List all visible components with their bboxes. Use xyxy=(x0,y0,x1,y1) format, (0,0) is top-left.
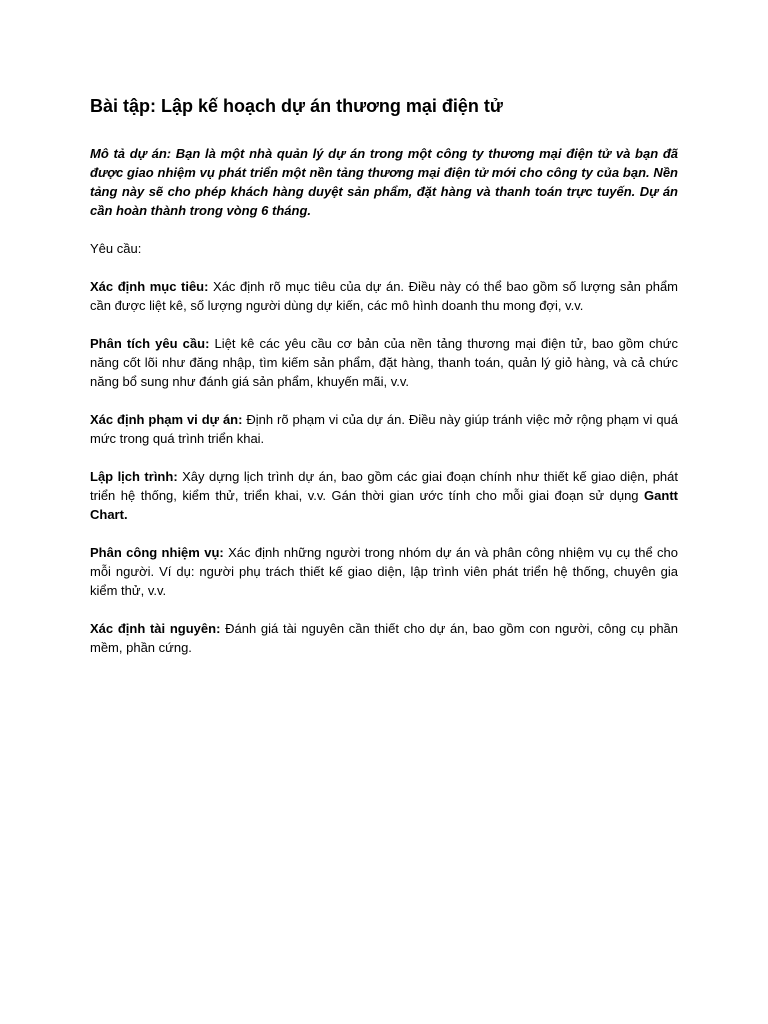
section-label: Xác định phạm vi dự án: xyxy=(90,412,243,427)
document-title: Bài tập: Lập kế hoạch dự án thương mại điện tử xyxy=(90,96,503,116)
section-label: Xác định tài nguyên: xyxy=(90,621,221,636)
requirements-heading: Yêu cầu: xyxy=(90,241,142,256)
section-task-assignment xyxy=(90,543,678,600)
section-scope xyxy=(90,410,678,448)
section-label: Xác định mục tiêu: xyxy=(90,279,209,294)
section-resources xyxy=(90,619,678,657)
section-text: Liệt kê các yêu cầu cơ bản của nền tảng thương mại điện tử, bao gồm chức năng cốt lõi như đăng nhập, tìm kiếm sản phẩm, đặt hàng, thanh toán, quản lý giỏ hàng, và cả chức năng bổ sung như đánh giá sản phẩm, khuyến mãi, v.v. xyxy=(90,336,678,389)
section-schedule xyxy=(90,467,678,524)
description-text: Bạn là một nhà quản lý dự án trong một công ty thương mại điện tử và bạn đã được giao nhiệm vụ phát triển một nền tảng thương mại điện tử mới cho công ty của bạn. Nền tảng này sẽ cho phép khách hàng duyệt sản phẩm, đặt hàng và thanh toán trực tuyến. Dự án cần hoàn thành trong vòng 6 tháng. xyxy=(90,146,679,218)
section-objectives xyxy=(90,277,678,315)
section-label: Phân tích yêu cầu: xyxy=(90,336,210,351)
section-label: Lập lịch trình: xyxy=(90,469,178,484)
document-page xyxy=(90,94,678,676)
gantt-chart-text: Gantt Chart. xyxy=(90,488,678,522)
description-label: Mô tả dự án: xyxy=(90,146,172,161)
section-text: Đánh giá tài nguyên cần thiết cho dự án, bao gồm con người, công cụ phần mềm, phần cứng. xyxy=(90,621,679,655)
section-text: Xác định rõ mục tiêu của dự án. Điều này có thể bao gồm số lượng sản phẩm cần được liệt kê, số lượng người dùng dự kiến, các mô hình doanh thu mong đợi, v.v. xyxy=(90,279,678,313)
project-description xyxy=(90,144,678,220)
section-text: Xây dựng lịch trình dự án, bao gồm các giai đoạn chính như thiết kế giao diện, phát triển hệ thống, kiểm thử, triển khai, v.v. Gán thời gian ước tính cho mỗi giai đoạn sử dụng xyxy=(90,469,679,503)
section-text: Định rõ phạm vi của dự án. Điều này giúp tránh việc mở rộng phạm vi quá mức trong quá trình triển khai. xyxy=(90,412,679,446)
section-requirements-analysis xyxy=(90,334,678,391)
section-text: Xác định những người trong nhóm dự án và phân công nhiệm vụ cụ thể cho mỗi người. Ví dụ: người phụ trách thiết kế giao diện, lập trình viên phát triển hệ thống, chuyên gia kiểm thử, v.v. xyxy=(90,545,678,598)
section-label: Phân công nhiệm vụ: xyxy=(90,545,224,560)
